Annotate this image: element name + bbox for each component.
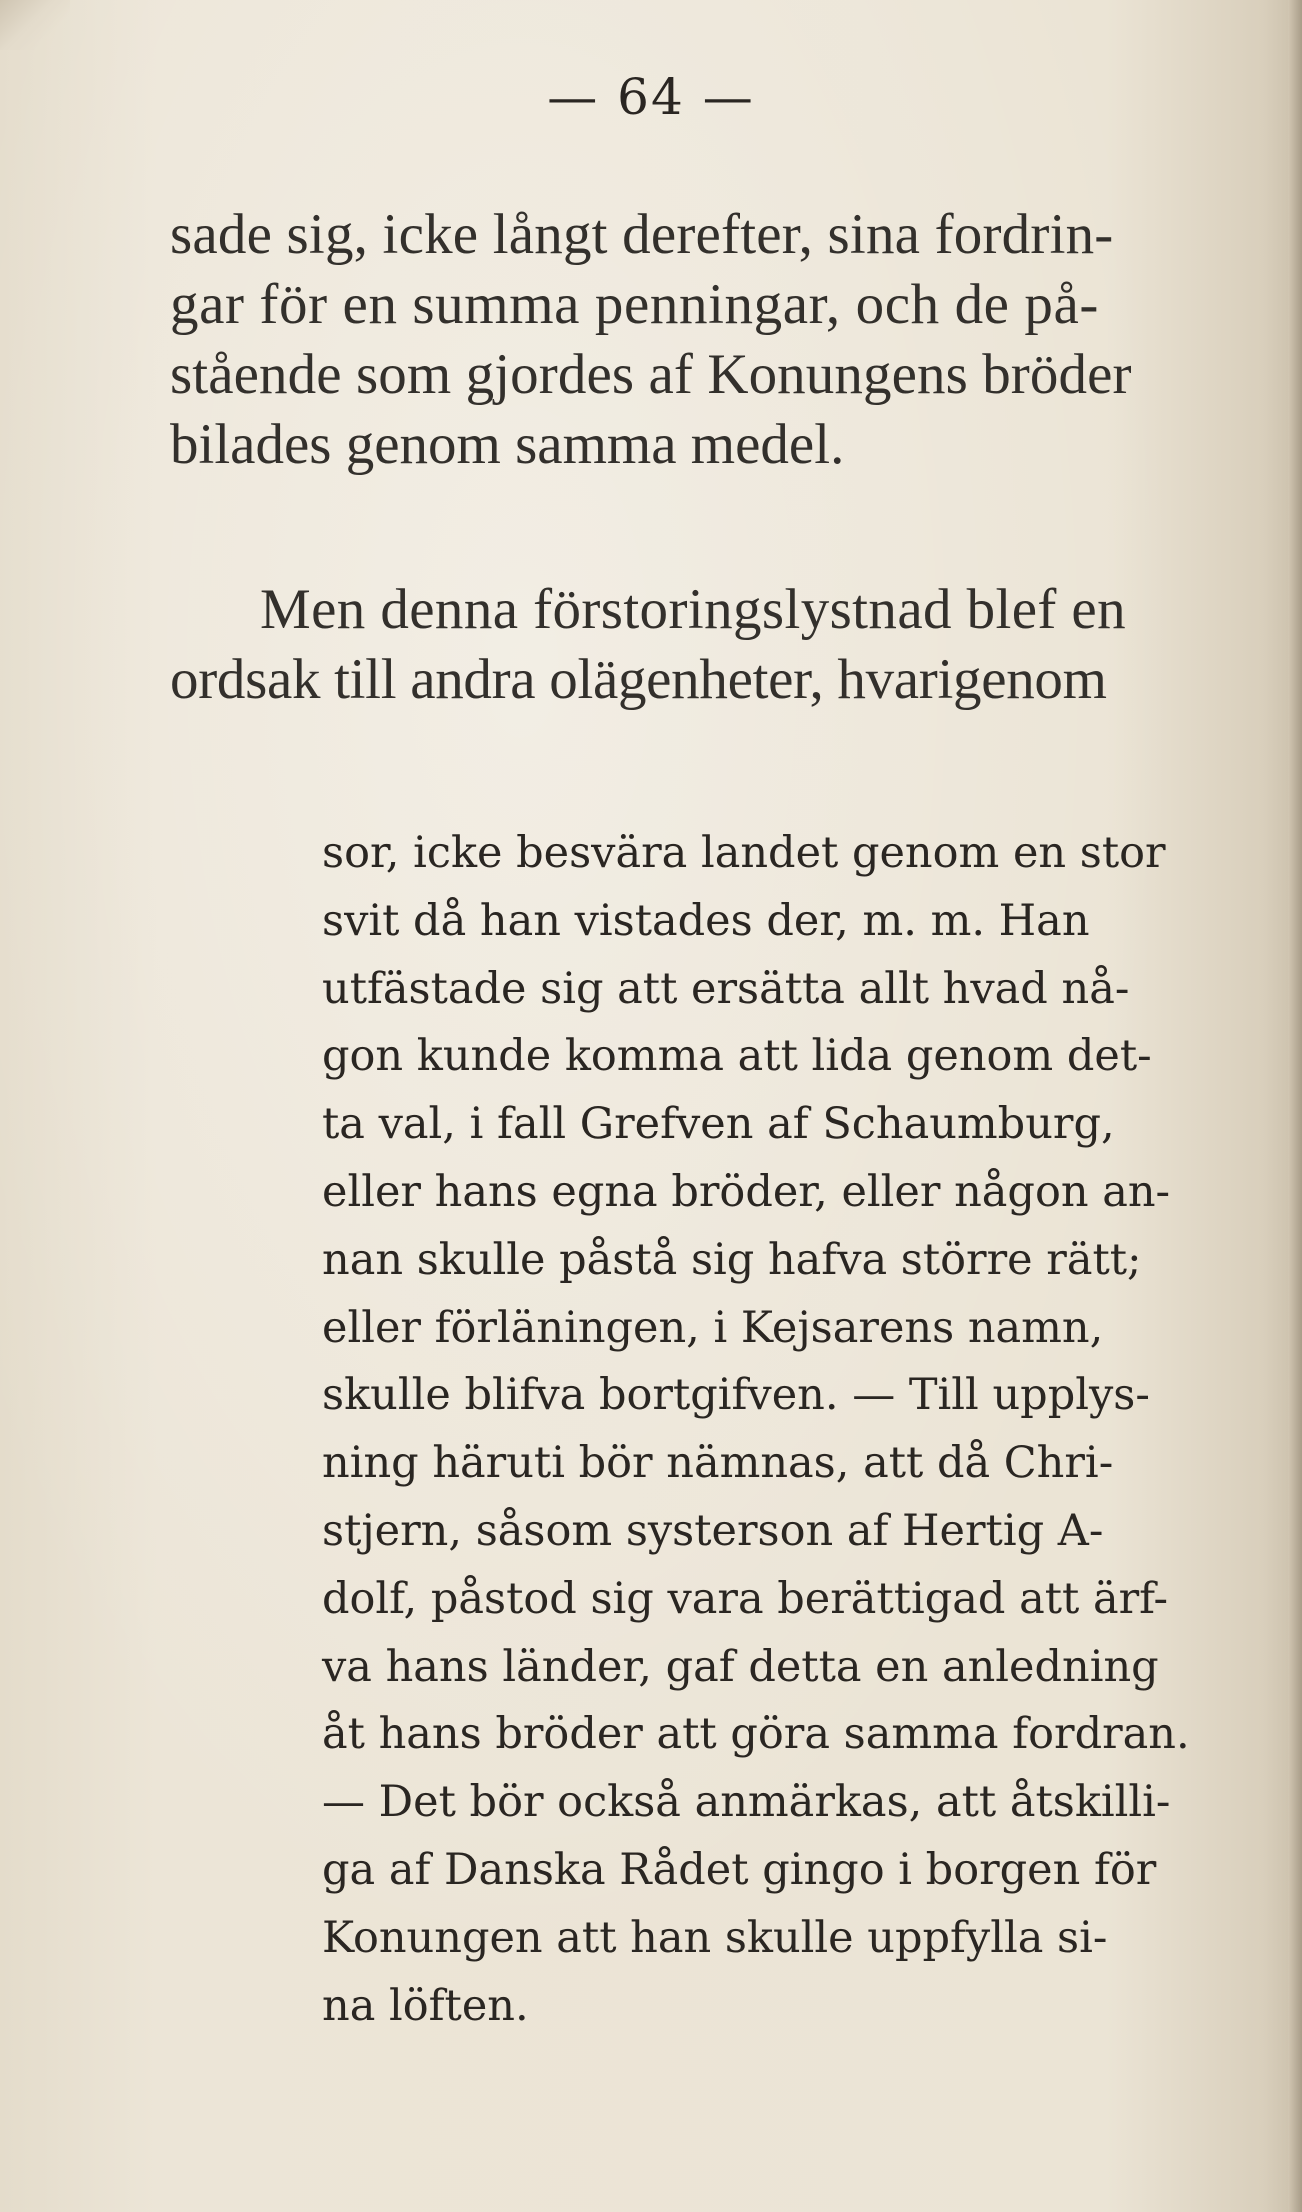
footnote-line: — Det bör också anmärkas, att åtskilli- [322, 1777, 1171, 1828]
paragraph-1-line: bilades genom samma medel. [170, 413, 845, 476]
footnote-line: utfästade sig att ersätta allt hvad nå- [322, 963, 1130, 1014]
footnote-line: va hans länder, gaf detta en anledning [322, 1641, 1159, 1692]
page-number: — 64 — [547, 68, 755, 126]
footnote-line: ning häruti bör nämnas, att då Chri- [322, 1438, 1114, 1489]
footnote-line: nan skulle påstå sig hafva större rätt; [322, 1234, 1142, 1285]
footnote-line: eller hans egna bröder, eller någon an- [322, 1166, 1171, 1217]
paragraph-1-line: sade sig, icke långt derefter, sina fordrin- [170, 203, 1114, 266]
footnote-line: na löften. [322, 1980, 529, 2031]
footnote-line: gon kunde komma att lida genom det- [322, 1031, 1152, 1082]
footnote-line: dolf, påstod sig vara berättigad att ärf- [322, 1573, 1169, 1624]
footnote-line: skulle blifva bortgifven. — Till upplys- [322, 1370, 1150, 1421]
footnote-line: stjern, såsom systerson af Hertig A- [322, 1505, 1104, 1556]
paragraph-2 [170, 575, 1250, 715]
footnote-line: eller förläningen, i Kejsarens namn, [322, 1302, 1104, 1353]
footnote-line: åt hans bröder att göra samma fordran. [322, 1709, 1190, 1760]
footnote-line: sor, icke besvära landet genom en stor [322, 828, 1166, 878]
paragraph-1 [170, 200, 1250, 480]
footnote-line: ta val, i fall Grefven af Schaumburg, [322, 1099, 1115, 1150]
paragraph-2-line: ordsak till andra olägenheter, hvarigenom [170, 648, 1107, 711]
paragraph-2-line: Men denna förstoringslystnad blef en [260, 578, 1127, 641]
footnote [322, 820, 1262, 2040]
page-edge [1288, 0, 1302, 2212]
page-corner-fold [0, 0, 70, 50]
paragraph-1-line: stående som gjordes af Konungens bröder [170, 343, 1132, 406]
paragraph-1-line: gar för en summa penningar, och de på- [170, 273, 1100, 336]
footnote-line: svit då han vistades der, m. m. Han [322, 895, 1090, 946]
footnote-line: Konungen att han skulle uppfylla si- [322, 1912, 1108, 1963]
footnote-line: ga af Danska Rådet gingo i borgen för [322, 1844, 1157, 1895]
